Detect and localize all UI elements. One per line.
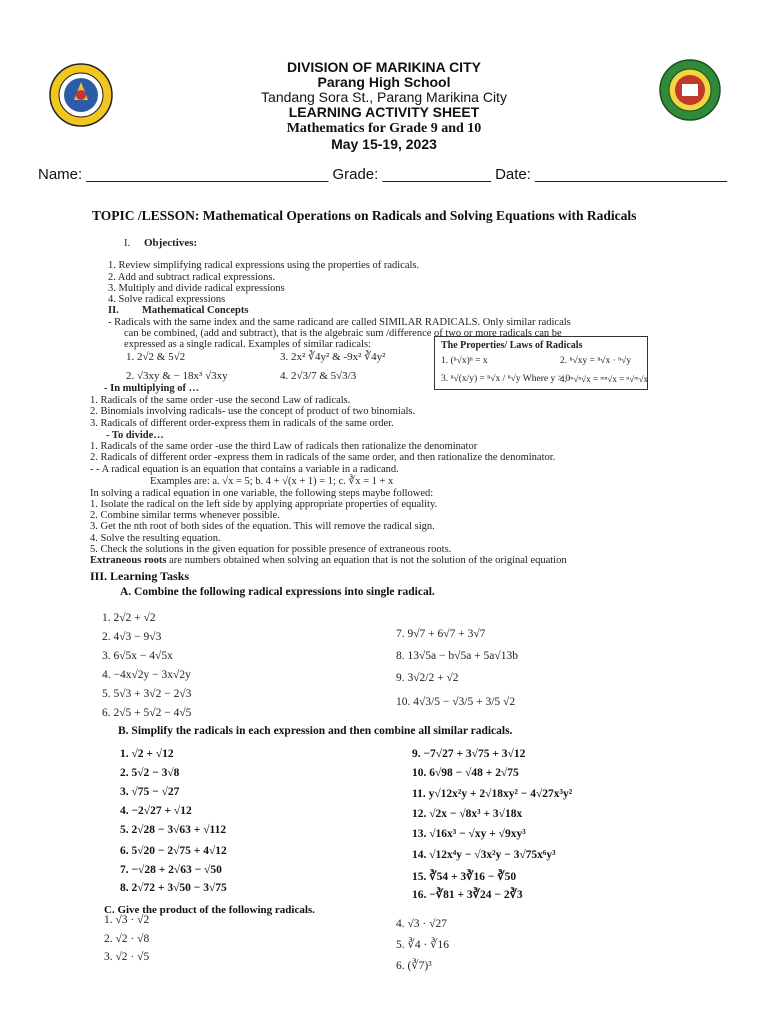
task-b-item: 14. √12x⁴y − √3x²y − 3√75x⁶y³ [412,849,556,861]
task-b-item: 9. −7√27 + 3√75 + 3√12 [412,748,526,760]
divide-rule: 2. Radicals of different order -express them in radicals of the same order, and then rationalize the denominator. [90,452,556,463]
similar-radical-example: 4. 2√3/7 & 5√3/3 [280,370,357,382]
task-b-item: 12. √2x − √8x³ + 3√18x [412,808,523,820]
task-b-item: 3. √75 − √27 [120,786,180,798]
task-b-item: 16. −∛81 + 3∛24 − 2∛3 [412,889,523,901]
radical-law: 3. ⁿ√(x/y) = ⁿ√x / ⁿ√y Where y > 0 [441,374,571,384]
solving-step: 3. Get the nth root of both sides of the equation. This will remove the radical sign. [90,521,435,532]
similar-radical-example: 2. √3xy & − 18x³ √3xy [126,370,228,382]
extraneous-roots-term: Extraneous roots [90,555,167,566]
task-b-item: 6. 5√20 − 2√75 + 4√12 [120,845,227,857]
solving-step: 5. Check the solutions in the given equation for possible presence of extraneous roots. [90,544,452,555]
task-a-item: 3. 6√5x − 4√5x [102,650,173,662]
task-c-item: 2. √2 · √8 [104,933,150,945]
concepts-numeral: II. [108,305,119,316]
task-c-item: 4. √3 · √27 [396,918,447,930]
objective-item: 1. Review simplifying radical expressions using the properties of radicals. [108,260,420,271]
task-a-item: 8. 13√5a − b√5a + 5a√13b [396,650,518,662]
objective-item: 3. Multiply and divide radical expressions [108,283,285,294]
concepts-paragraph: - Radicals with the same index and the same radicand are called SIMILAR RADICALS. Only similar radicals [108,317,571,328]
multiply-heading: - In multiplying of … [104,383,200,394]
divide-heading: - To divide… [106,430,164,441]
task-a-item: 7. 9√7 + 6√7 + 3√7 [396,628,486,640]
task-b-item: 13. √16x³ − √xy + √9xy³ [412,828,526,840]
divide-rule: 1. Radicals of the same order -use the third Law of radicals then rationalize the denominator [90,441,478,452]
solving-step: 2. Combine similar terms whenever possible. [90,510,280,521]
school-name: Parang High School [317,74,451,90]
task-a-item: 4. −4x√2y − 3x√2y [102,669,191,681]
multiply-rule: 2. Binomials involving radicals- use the concept of product of two binomials. [90,406,416,417]
sheet-title: LEARNING ACTIVITY SHEET [288,104,480,120]
task-a-heading: A. Combine the following radical expressions into single radical. [120,586,435,598]
radical-laws-title: The Properties/ Laws of Radicals [441,340,583,351]
objectives-heading: Objectives: [144,237,198,249]
radical-law: 4. ᵐ√ⁿ√x = ᵐⁿ√x = ⁿ√ᵐ√x [560,374,649,384]
task-a-item: 10. 4√3/5 − √3/5 + 3/5 √2 [396,696,516,708]
similar-radical-example: 3. 2x² ∛4y² & -9x² ∛4y² [280,351,386,363]
task-b-item: 5. 2√28 − 3√63 + √112 [120,824,227,836]
task-b-item: 15. ∛54 + 3∛16 − ∛50 [412,871,517,883]
task-b-item: 11. y√12x²y + 2√18xy² − 4√27x³y² [412,788,573,800]
school-address: Tandang Sora St., Parang Marikina City [261,89,507,105]
date-range: May 15-19, 2023 [331,136,437,152]
radical-law: 1. (ⁿ√x)ⁿ = x [441,356,488,366]
task-a-item: 5. 5√3 + 3√2 − 2√3 [102,688,192,700]
solving-step: 4. Solve the resulting equation. [90,533,221,544]
concepts-paragraph: can be combined, (add and subtract), that is the algebraic sum /difference of two or more radicals can be [124,328,562,339]
task-c-heading: C. Give the product of the following radicals. [104,904,315,916]
objectives-numeral: I. [124,238,131,249]
task-a-item: 1. 2√2 + √2 [102,612,156,624]
task-a-item: 9. 3√2/2 + √2 [396,672,459,684]
task-c-item: 1. √3 · √2 [104,914,150,926]
radical-equation-examples: Examples are: a. √x = 5; b. 4 + √(x + 1) = 1; c. ∛x = 1 + x [150,476,394,487]
radical-law: 2. ⁿ√xy = ⁿ√x · ⁿ√y [560,356,632,366]
multiply-rule: 3. Radicals of different order-express them in radicals of the same order. [90,418,394,429]
task-c-item: 6. (∛7)³ [396,960,432,972]
learning-tasks-heading: III. Learning Tasks [90,569,190,583]
concepts-heading: Mathematical Concepts [142,305,249,316]
concepts-paragraph: expressed as a single radical. Examples of similar radicals: [124,339,371,350]
task-a-item: 6. 2√5 + 5√2 − 4√5 [102,707,192,719]
solving-step: 1. Isolate the radical on the left side by applying appropriate properties of equality. [90,499,438,510]
task-b-item: 10. 6√98 − √48 + 2√75 [412,767,519,779]
task-b-item: 7. −√28 + 2√63 − √50 [120,864,222,876]
task-c-item: 3. √2 · √5 [104,951,150,963]
task-b-heading: B. Simplify the radicals in each expression and then combine all similar radicals. [118,725,513,737]
task-b-item: 4. −2√27 + √12 [120,805,192,817]
division-name: DIVISION OF MARIKINA CITY [287,59,481,75]
extraneous-roots-definition: are numbers obtained when solving an equation that is not the solution of the original equation [166,555,567,566]
task-b-item: 8. 2√72 + 3√50 − 3√75 [120,882,227,894]
multiply-rule: 1. Radicals of the same order -use the second Law of radicals. [90,395,351,406]
task-a-item: 2. 4√3 − 9√3 [102,631,162,643]
similar-radical-example: 1. 2√2 & 5√2 [126,351,186,363]
objective-item: 4. Solve radical expressions [108,294,226,305]
task-b-item: 1. √2 + √12 [120,748,174,760]
extraneous-roots-note [90,555,567,567]
name-grade-date-line: Name: _____________________________ Grade: _____________ Date: _______________________ [38,166,727,183]
task-c-item: 5. ∛4 · ∛16 [396,939,449,951]
subject-line: Mathematics for Grade 9 and 10 [286,121,482,136]
topic-title: TOPIC /LESSON: Mathematical Operations on Radicals and Solving Equations with Radicals [92,208,637,223]
objective-item: 2. Add and subtract radical expressions. [108,272,276,283]
steps-intro: In solving a radical equation in one variable, the following steps maybe followed: [90,488,434,499]
task-b-item: 2. 5√2 − 3√8 [120,767,180,779]
radical-equation-definition: - - A radical equation is an equation that contains a variable in a radicand. [90,464,399,475]
